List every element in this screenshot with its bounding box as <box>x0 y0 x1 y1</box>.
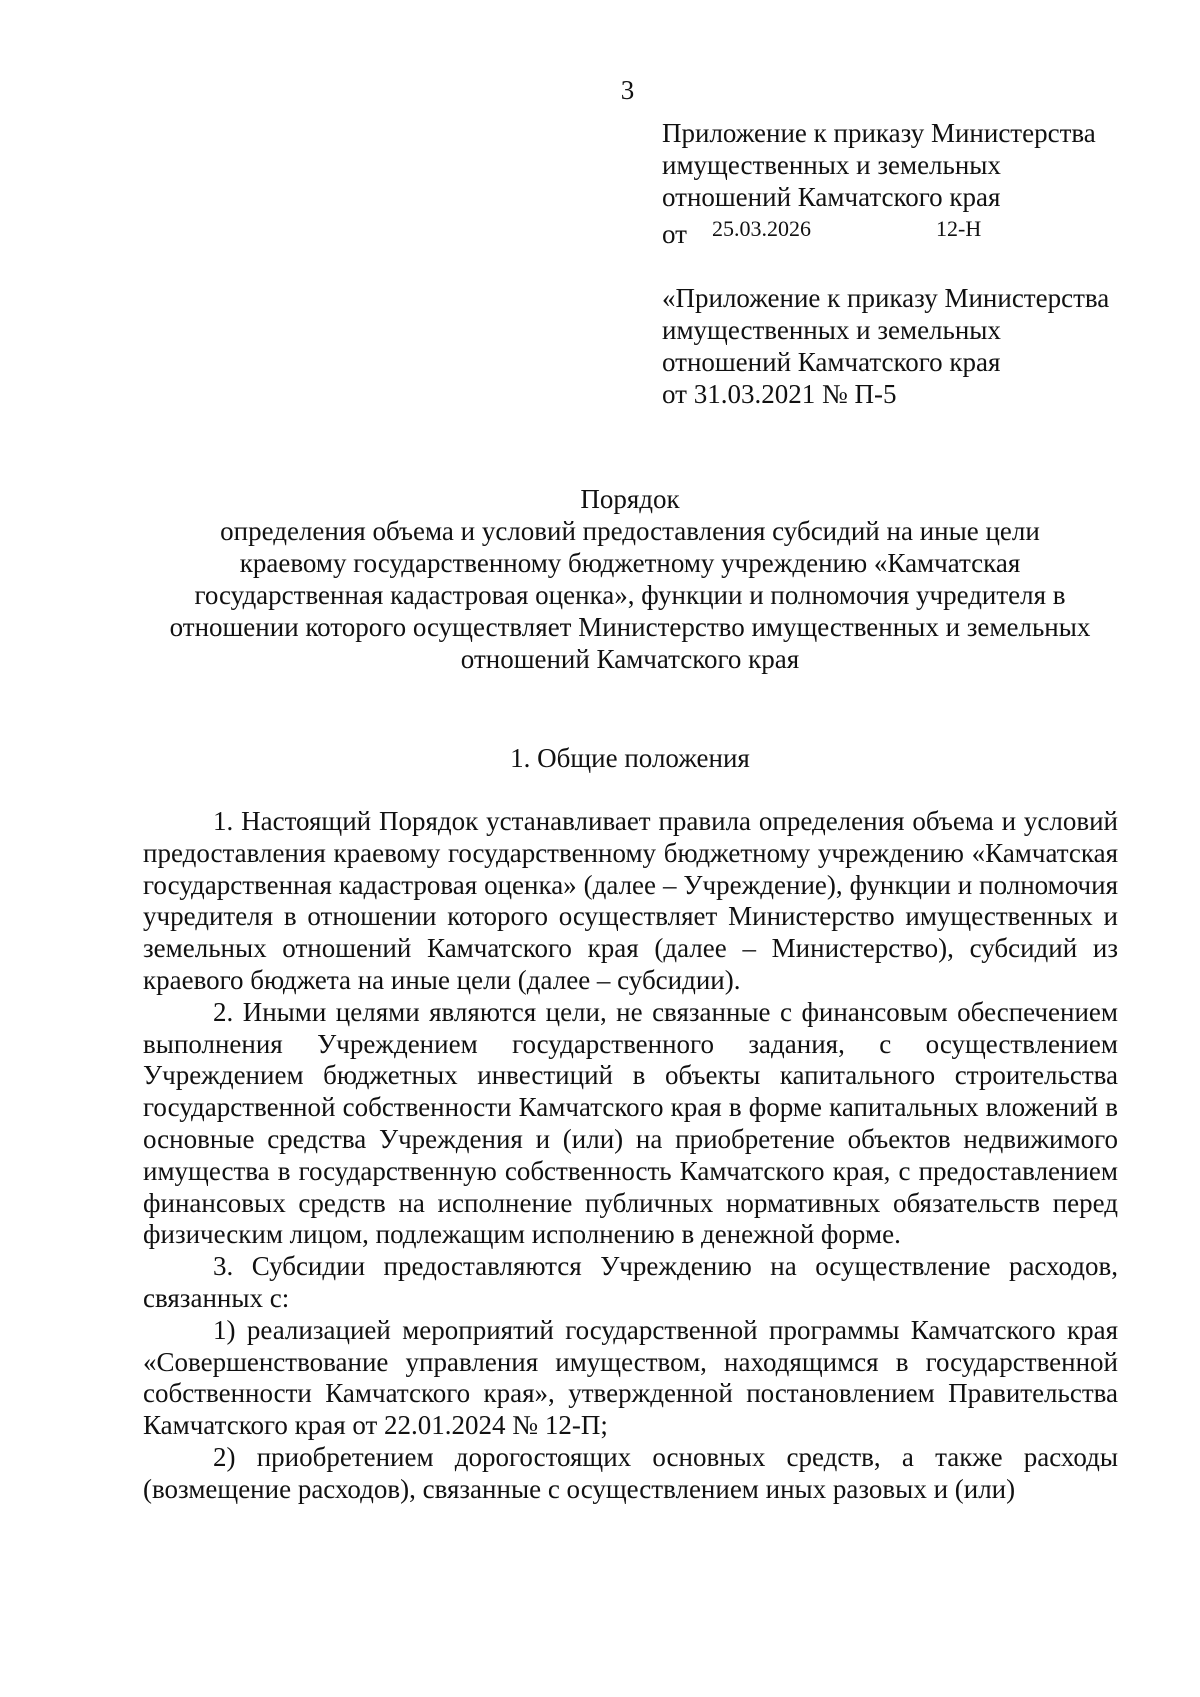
title-line: Порядок <box>580 484 680 514</box>
title-line: определения объема и условий предоставления субсидий на иные цели <box>220 516 1040 546</box>
appendix-line: имущественных и земельных <box>662 315 1001 345</box>
document-title <box>100 483 1160 675</box>
order-details-row <box>662 213 1182 249</box>
paragraph: 2) приобретением дорогостоящих основных средств, а также расходы (возмещение расходов), связанные с осуществлением иных разовых и (или) <box>143 1441 1118 1504</box>
page-number: 3 <box>620 75 635 105</box>
title-line: государственная кадастровая оценка», функции и полномочия учредителя в <box>194 580 1066 610</box>
appendix-line: отношений Камчатского края <box>662 347 1001 377</box>
title-line: отношений Камчатского края <box>460 644 800 674</box>
title-line: краевому государственному бюджетному учреждению «Камчатская <box>239 548 1021 578</box>
section-heading: 1. Общие положения <box>510 743 750 773</box>
paragraph: 3. Субсидии предоставляются Учреждению на осуществление расходов, связанных с: <box>143 1251 1118 1313</box>
paragraph: 1) реализацией мероприятий государственной программы Камчатского края «Совершенствование управления имуществом, находящимся в государственной собственности Камчатского края», утвержденной постановлением Правительства Камчатского края от 22.01.2024 № 12-П; <box>143 1314 1118 1441</box>
order-prefix: от <box>662 219 687 249</box>
order-date: 25.03.2026 <box>712 216 811 241</box>
appendix-header-current <box>662 117 1182 249</box>
paragraph: 1. Настоящий Порядок устанавливает правила определения объема и условий предоставления краевому государственному бюджетному учреждению «Камчатская государственная кадастровая оценка» (далее – Учреждение), функции и полномочия учредителя в отношении которого осуществляет Министерство имущественных и земельных отношений Камчатского края (далее – Министерство), субсидий из краевого бюджета на иные цели (далее – субсидии). <box>143 806 1118 995</box>
title-line: отношении которого осуществляет Министерство имущественных и земельных <box>169 612 1091 642</box>
appendix-line: имущественных и земельных <box>662 150 1001 180</box>
appendix-line: от 31.03.2021 № П-5 <box>662 379 897 409</box>
body-text <box>143 806 1118 1506</box>
order-number: 12-Н <box>936 216 982 241</box>
appendix-line: Приложение к приказу Министерства <box>662 118 1096 148</box>
paragraph: 2. Иными целями являются цели, не связанные с финансовым обеспечением выполнения Учреждением государственного задания, с осуществлением Учреждением бюджетных инвестиций в объекты капитального строительства государственной собственности Камчатского края в форме капитальных вложений в основные средства Учреждения и (или) на приобретение объектов недвижимого имущества в государственную собственность Камчатского края, с предоставлением финансовых средств на исполнение публичных нормативных обязательств перед физическим лицом, подлежащим исполнению в денежной форме. <box>143 996 1118 1250</box>
appendix-header-original <box>662 282 1182 410</box>
appendix-line: отношений Камчатского края <box>662 182 1001 212</box>
appendix-line: «Приложение к приказу Министерства <box>662 283 1110 313</box>
